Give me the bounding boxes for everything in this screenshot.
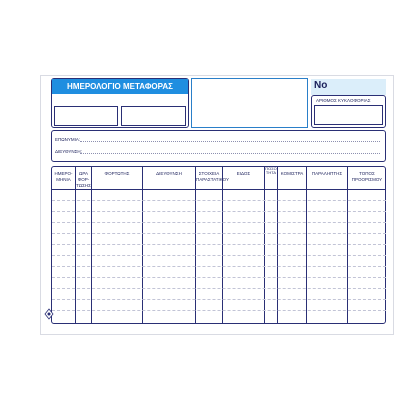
table-row bbox=[52, 244, 386, 245]
col-header-address: ΔΙΕΥΘΥΝΣΗ bbox=[156, 171, 182, 176]
plate-label: ΑΡΙΘΜΟΣ ΚΥΚΛΟΦΟΡΙΑΣ bbox=[316, 98, 371, 103]
address-line bbox=[80, 153, 380, 154]
publisher-logo-icon bbox=[44, 308, 54, 320]
col-divider bbox=[264, 166, 265, 324]
col-divider bbox=[277, 166, 278, 324]
col-divider bbox=[142, 166, 143, 324]
table-row bbox=[52, 266, 386, 267]
table-row bbox=[52, 277, 386, 278]
col-divider bbox=[195, 166, 196, 324]
col-header-recipient: ΠΑΡΑΛΗΠΤΗΣ bbox=[311, 171, 343, 176]
address-label: ΔΙΕΥΘΥΝΣΗ: bbox=[55, 149, 82, 154]
company-line bbox=[80, 141, 380, 142]
number-label: No bbox=[314, 80, 328, 91]
col-header-date: ΗΜΕΡΟ-ΜΗΝΙΑ bbox=[54, 171, 73, 182]
table-row bbox=[52, 255, 386, 256]
company-label: ΕΠΩΝΥΜΙΑ: bbox=[55, 137, 81, 142]
col-header-destination: ΤΟΠΟΣ ΠΡΟΟΡΙΣΜΟΥ bbox=[351, 171, 383, 182]
header-divider bbox=[52, 189, 386, 190]
col-header-shipper: ΦΟΡΤΩΤΗΣ bbox=[104, 171, 130, 176]
table-row bbox=[52, 233, 386, 234]
col-header-fare: ΚΟΜΙΣΤΡΑ bbox=[280, 171, 304, 176]
table-row bbox=[52, 200, 386, 201]
col-divider bbox=[91, 166, 92, 324]
table-row bbox=[52, 222, 386, 223]
stamp-box bbox=[191, 78, 308, 128]
col-divider bbox=[75, 166, 76, 324]
col-divider bbox=[222, 166, 223, 324]
company-block bbox=[51, 130, 386, 162]
col-header-item: ΕΙΔΟΣ bbox=[236, 171, 251, 176]
col-header-time: ΩΡΑ ΦΟΡ-ΤΩΣΗΣ bbox=[76, 171, 91, 188]
title-field-1 bbox=[54, 106, 118, 126]
table-row bbox=[52, 211, 386, 212]
col-header-quantity: ΠΟΣΟΤΗΤΑ bbox=[265, 166, 277, 175]
table-row bbox=[52, 310, 386, 311]
plate-inner bbox=[314, 105, 383, 125]
col-divider bbox=[347, 166, 348, 324]
form-title: ΗΜΕΡΟΛΟΓΙΟ ΜΕΤΑΦΟΡΑΣ bbox=[52, 79, 188, 94]
title-field-2 bbox=[121, 106, 186, 126]
col-divider bbox=[306, 166, 307, 324]
table-row bbox=[52, 299, 386, 300]
table-row bbox=[52, 288, 386, 289]
col-header-document: ΣΤΟΙΧΕΙΑ ΠΑΡΑΣΤΑΤΙΚΟΥ bbox=[196, 171, 230, 182]
